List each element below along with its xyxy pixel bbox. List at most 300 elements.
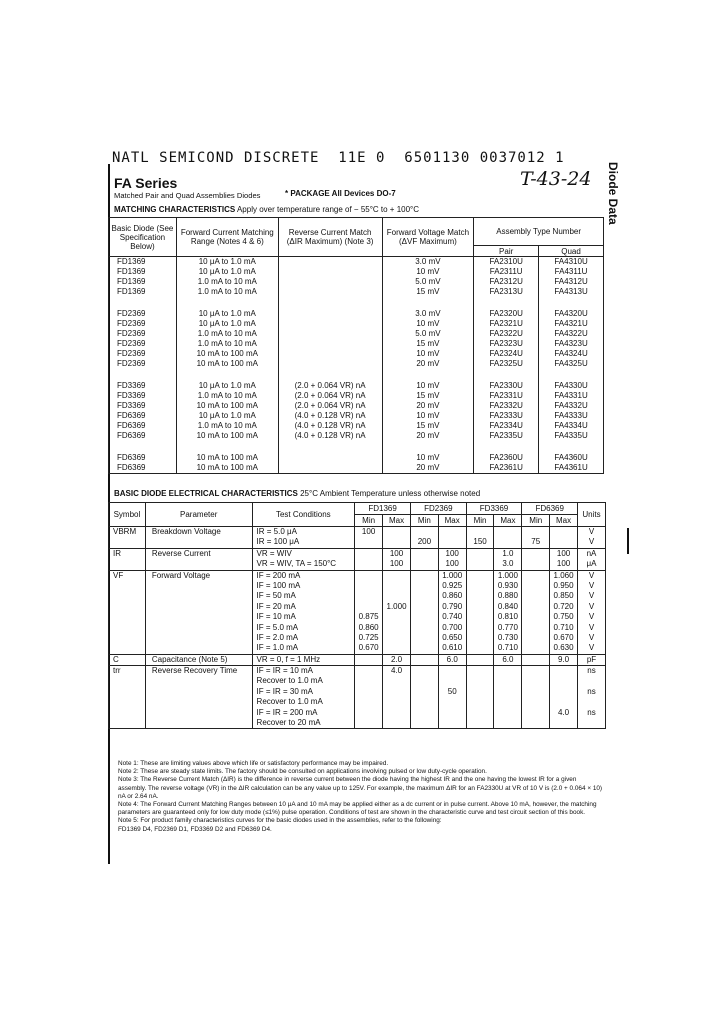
value-cell — [355, 666, 383, 729]
units-cell — [578, 570, 606, 654]
value-line — [413, 643, 436, 653]
parameter-cell: Breakdown Voltage — [145, 527, 252, 549]
value-cell — [410, 666, 438, 729]
col-parameter: Parameter — [145, 503, 252, 527]
forward-current-cell: 1.0 mA to 10 mA — [176, 421, 278, 431]
forward-voltage-cell: 10 mV — [382, 349, 474, 359]
value-line — [524, 643, 547, 653]
spacer-cell — [176, 297, 278, 309]
col-min: Min — [466, 515, 494, 527]
parameter-cell: Forward Voltage — [145, 570, 252, 654]
section-subtitle: Matched Pair and Quad Assemblies Diodes — [114, 191, 261, 200]
forward-voltage-cell: 5.0 mV — [382, 329, 474, 339]
reverse-current-cell — [278, 329, 382, 339]
pair-type-cell: FA2322U — [474, 329, 539, 339]
value-cell — [466, 570, 494, 654]
matching-row — [109, 463, 604, 474]
basic-heading — [114, 489, 480, 498]
value-line — [385, 643, 408, 653]
pair-type-cell: FA2331U — [474, 391, 539, 401]
value-line — [413, 527, 436, 537]
value-line — [469, 697, 492, 707]
forward-current-cell: 10 μA to 1.0 mA — [176, 381, 278, 391]
unit-line: ns — [587, 666, 596, 676]
value-line: 0.810 — [497, 612, 518, 622]
quad-type-cell: FA4334U — [539, 421, 604, 431]
matching-heading — [114, 205, 419, 214]
value-line — [524, 633, 547, 643]
value-line — [413, 697, 436, 707]
basic-diode-cell: FD6369 — [109, 411, 177, 421]
value-line — [385, 537, 408, 547]
unit-line: V — [588, 570, 595, 580]
reverse-current-cell — [278, 453, 382, 463]
value-line — [469, 655, 492, 665]
forward-current-cell: 10 mA to 100 mA — [176, 401, 278, 411]
forward-voltage-cell: 10 mV — [382, 267, 474, 277]
value-line: 100 — [445, 548, 459, 558]
value-line: 0.925 — [442, 580, 463, 590]
value-line: 0.860 — [442, 591, 463, 601]
forward-voltage-cell: 3.0 mV — [382, 309, 474, 319]
reverse-current-cell — [278, 267, 382, 277]
condition-line: Recover to 20 mA — [256, 718, 321, 728]
value-line — [496, 676, 519, 686]
value-line — [441, 708, 464, 718]
value-line — [357, 666, 380, 676]
unit-line — [580, 697, 603, 707]
value-line — [413, 591, 436, 601]
value-cell — [383, 666, 411, 729]
col-forward-current: Forward Current Matching Range (Notes 4 & 6) — [176, 218, 278, 257]
col-max: Max — [383, 515, 411, 527]
forward-current-cell: 1.0 mA to 10 mA — [176, 287, 278, 297]
reverse-current-cell: (2.0 + 0.064 VR) nA — [278, 381, 382, 391]
value-cell — [494, 666, 522, 729]
value-line — [441, 666, 464, 676]
reverse-current-cell: (2.0 + 0.064 VR) nA — [278, 391, 382, 401]
note-line: Note 2: These are steady state limits. The factory should be consulted on applications involving pulsed or low duty-cycle operation. — [118, 768, 487, 776]
value-line: 6.0 — [502, 654, 514, 664]
reverse-current-cell — [278, 309, 382, 319]
condition-line: IF = 2.0 mA — [256, 632, 299, 642]
value-line: 9.0 — [558, 654, 570, 664]
note-line: Note 3: The Reverse Current Match (ΔIR) is the difference in reverse current between the diode having the highest IR and the one having the lowest IR for a given assembly. The reverse voltage (VR) in the ΔIR calculation can be any value up to 125V. For example, the maximum ΔIR for an FA2330U at VR of 10 V is (2.0 + 0.064 × 10) nA or 2.64 nA. — [118, 776, 603, 800]
col-quad: Quad — [539, 246, 604, 257]
forward-current-cell: 10 mA to 100 mA — [176, 359, 278, 369]
forward-current-cell: 1.0 mA to 10 mA — [176, 391, 278, 401]
forward-current-cell: 10 mA to 100 mA — [176, 453, 278, 463]
value-line — [469, 602, 492, 612]
value-line — [524, 623, 547, 633]
value-line: 0.750 — [553, 612, 574, 622]
condition-line: VR = WIV — [256, 548, 292, 558]
condition-line: IR = 100 μA — [256, 537, 300, 547]
basic-diode-cell: FD2369 — [109, 309, 177, 319]
unit-line — [580, 718, 603, 728]
value-line — [413, 718, 436, 728]
quad-type-cell: FA4313U — [539, 287, 604, 297]
forward-current-cell: 1.0 mA to 10 mA — [176, 329, 278, 339]
reverse-current-cell — [278, 319, 382, 329]
pair-type-cell: FA2320U — [474, 309, 539, 319]
value-line: 100 — [389, 548, 404, 558]
pair-type-cell: FA2333U — [474, 411, 539, 421]
value-line — [524, 687, 547, 697]
units-cell — [578, 527, 606, 549]
value-line — [413, 666, 436, 676]
basic-diode-cell: FD1369 — [109, 267, 177, 277]
value-line — [524, 591, 547, 601]
value-line — [496, 708, 519, 718]
value-line: 0.930 — [497, 580, 518, 590]
reverse-current-cell: (4.0 + 0.128 VR) nA — [278, 421, 382, 431]
pair-type-cell: FA2332U — [474, 401, 539, 411]
col-fd1369: FD1369 — [355, 503, 411, 515]
value-cell — [550, 548, 578, 570]
value-line: 1.000 — [386, 601, 407, 611]
condition-line: IF = 50 mA — [256, 591, 296, 601]
basic-diode-cell: FD2369 — [109, 329, 177, 339]
value-line — [524, 718, 547, 728]
basic-diode-cell: FD3369 — [109, 381, 177, 391]
value-cell — [410, 570, 438, 654]
value-line — [413, 602, 436, 612]
value-line: 0.730 — [497, 632, 518, 642]
value-cell — [522, 570, 550, 654]
matching-row — [109, 257, 604, 268]
pair-type-cell: FA2311U — [474, 267, 539, 277]
value-line — [496, 687, 519, 697]
value-cell — [438, 654, 466, 665]
value-cell — [494, 527, 522, 549]
forward-voltage-cell: 5.0 mV — [382, 277, 474, 287]
value-line — [441, 697, 464, 707]
forward-current-cell: 10 μA to 1.0 mA — [176, 411, 278, 421]
spacer-cell — [382, 297, 474, 309]
pair-type-cell: FA2360U — [474, 453, 539, 463]
value-line — [469, 527, 492, 537]
col-max: Max — [438, 515, 466, 527]
basic-diode-cell: FD1369 — [109, 287, 177, 297]
basic-diode-cell: FD2369 — [109, 349, 177, 359]
value-line — [413, 581, 436, 591]
spacer-cell — [176, 369, 278, 381]
units-cell — [578, 666, 606, 729]
matching-row — [109, 309, 604, 319]
unit-line: nA — [586, 548, 597, 558]
value-line — [469, 581, 492, 591]
value-line — [385, 527, 408, 537]
parameter-cell: Capacitance (Note 5) — [145, 654, 252, 665]
value-line — [524, 676, 547, 686]
value-line — [413, 687, 436, 697]
reverse-current-cell: (4.0 + 0.128 VR) nA — [278, 411, 382, 421]
value-cell — [466, 654, 494, 665]
value-line — [469, 687, 492, 697]
value-line — [413, 612, 436, 622]
value-cell — [383, 548, 411, 570]
conditions-cell — [252, 548, 355, 570]
value-line — [469, 643, 492, 653]
value-line — [469, 633, 492, 643]
spacer-cell — [382, 369, 474, 381]
units-cell — [578, 548, 606, 570]
value-line — [469, 559, 492, 569]
value-line — [524, 612, 547, 622]
condition-line: IF = 1.0 mA — [256, 643, 299, 653]
value-cell — [383, 570, 411, 654]
value-cell — [466, 548, 494, 570]
value-line — [385, 676, 408, 686]
reverse-current-cell — [278, 287, 382, 297]
value-line: 0.840 — [497, 601, 518, 611]
col-max: Max — [494, 515, 522, 527]
matching-row — [109, 421, 604, 431]
symbol-cell: IR — [109, 548, 146, 570]
value-cell — [550, 654, 578, 665]
unit-line: V — [588, 622, 595, 632]
col-reverse-current: Reverse Current Match (ΔIR Maximum) (Note 3) — [278, 218, 382, 257]
group-spacer — [109, 297, 604, 309]
basic-diode-cell: FD6369 — [109, 453, 177, 463]
unit-line: V — [588, 601, 595, 611]
unit-line: V — [588, 643, 595, 653]
condition-line: Recover to 1.0 mA — [256, 697, 323, 707]
value-line — [524, 527, 547, 537]
forward-current-cell: 1.0 mA to 10 mA — [176, 339, 278, 349]
col-max: Max — [550, 515, 578, 527]
value-line — [524, 697, 547, 707]
unit-line: μA — [586, 559, 597, 569]
spacer-cell — [539, 369, 604, 381]
value-line — [469, 623, 492, 633]
basic-diode-cell: FD3369 — [109, 391, 177, 401]
conditions-cell — [252, 527, 355, 549]
electrical-row — [109, 654, 606, 665]
value-line — [413, 633, 436, 643]
quad-type-cell: FA4310U — [539, 257, 604, 268]
value-line: 2.0 — [390, 654, 403, 664]
reverse-current-cell — [278, 463, 382, 474]
quad-type-cell: FA4331U — [539, 391, 604, 401]
value-line — [441, 537, 464, 547]
quad-type-cell: FA4321U — [539, 319, 604, 329]
note-line: Note 5: For product family characteristics curves for the basic diodes used in the assemblies, refer to the following: — [118, 817, 442, 825]
value-line — [469, 612, 492, 622]
value-line: 0.650 — [442, 632, 463, 642]
value-cell — [494, 548, 522, 570]
value-line: 0.740 — [442, 612, 463, 622]
matching-heading-text: Apply over temperature range of − 55°C to + 100°C — [236, 205, 420, 214]
matching-table-body — [109, 257, 604, 474]
forward-voltage-cell: 3.0 mV — [382, 257, 474, 268]
value-cell — [466, 527, 494, 549]
condition-line: IF = 10 mA — [256, 612, 296, 622]
value-line — [357, 591, 380, 601]
right-margin-mark — [627, 528, 629, 554]
basic-diode-cell: FD6369 — [109, 431, 177, 441]
value-cell — [410, 548, 438, 570]
col-forward-voltage: Forward Voltage Match (ΔVF Maximum) — [382, 218, 474, 257]
value-line — [413, 655, 436, 665]
reverse-current-cell — [278, 349, 382, 359]
quad-type-cell: FA4325U — [539, 359, 604, 369]
value-line — [413, 708, 436, 718]
basic-diode-cell: FD3369 — [109, 401, 177, 411]
unit-line: V — [588, 632, 595, 642]
forward-voltage-cell: 15 mV — [382, 391, 474, 401]
value-line — [357, 697, 380, 707]
electrical-table — [108, 502, 606, 729]
basic-diode-cell: FD1369 — [109, 277, 177, 287]
spacer-cell — [539, 297, 604, 309]
value-line: 100 — [445, 559, 459, 569]
matching-row — [109, 411, 604, 421]
forward-current-cell: 10 μA to 1.0 mA — [176, 319, 278, 329]
value-cell — [550, 570, 578, 654]
value-line — [496, 718, 519, 728]
matching-row — [109, 319, 604, 329]
conditions-cell — [252, 570, 355, 654]
value-cell — [355, 527, 383, 549]
value-line — [357, 549, 380, 559]
value-line — [385, 633, 408, 643]
value-line — [441, 718, 464, 728]
pair-type-cell: FA2321U — [474, 319, 539, 329]
forward-current-cell: 10 mA to 100 mA — [176, 349, 278, 359]
unit-line: V — [588, 580, 595, 590]
matching-row — [109, 267, 604, 277]
value-cell — [438, 548, 466, 570]
value-line — [552, 687, 575, 697]
value-cell — [466, 666, 494, 729]
notes-section — [118, 760, 606, 834]
forward-voltage-cell: 15 mV — [382, 339, 474, 349]
value-cell — [522, 666, 550, 729]
quad-type-cell: FA4323U — [539, 339, 604, 349]
value-cell — [522, 654, 550, 665]
value-line: 0.710 — [553, 622, 574, 632]
forward-voltage-cell: 20 mV — [382, 401, 474, 411]
value-line — [385, 708, 408, 718]
value-line: 100 — [389, 559, 404, 569]
value-line: 0.630 — [553, 643, 574, 653]
value-line — [413, 623, 436, 633]
pair-type-cell: FA2313U — [474, 287, 539, 297]
value-line — [469, 549, 492, 559]
value-line — [357, 655, 380, 665]
value-cell — [494, 570, 522, 654]
reverse-current-cell: (4.0 + 0.128 VR) nA — [278, 431, 382, 441]
forward-voltage-cell: 10 mV — [382, 411, 474, 421]
note-line: FD1369 D4, FD2369 D1, FD3369 D2 and FD6369 D4. — [118, 825, 272, 833]
value-line — [524, 571, 547, 581]
pair-type-cell: FA2312U — [474, 277, 539, 287]
quad-type-cell: FA4335U — [539, 431, 604, 441]
value-line — [496, 527, 519, 537]
value-line — [524, 666, 547, 676]
spacer-cell — [382, 441, 474, 453]
condition-line: VR = WIV, TA = 150°C — [256, 559, 337, 569]
value-line: 1.000 — [442, 570, 463, 580]
group-spacer — [109, 369, 604, 381]
parameter-cell: Reverse Recovery Time — [145, 666, 252, 729]
forward-current-cell: 10 mA to 100 mA — [176, 431, 278, 441]
value-cell — [410, 654, 438, 665]
electrical-row — [109, 570, 606, 654]
unit-line: pF — [586, 654, 597, 664]
value-cell — [410, 527, 438, 549]
value-line — [357, 676, 380, 686]
unit-line: V — [588, 537, 595, 547]
value-line — [441, 676, 464, 686]
forward-voltage-cell: 20 mV — [382, 431, 474, 441]
condition-line: IF = 5.0 mA — [256, 622, 299, 632]
forward-voltage-cell: 20 mV — [382, 463, 474, 474]
value-line — [524, 581, 547, 591]
value-line: 0.880 — [497, 591, 518, 601]
spacer-cell — [176, 441, 278, 453]
value-line — [357, 559, 380, 569]
value-line — [357, 602, 380, 612]
condition-line: IF = IR = 200 mA — [256, 707, 318, 717]
col-units: Units — [578, 503, 606, 527]
value-line — [524, 655, 547, 665]
value-line: 75 — [531, 537, 541, 547]
quad-type-cell: FA4330U — [539, 381, 604, 391]
quad-type-cell: FA4332U — [539, 401, 604, 411]
value-line — [385, 612, 408, 622]
pair-type-cell: FA2330U — [474, 381, 539, 391]
value-line — [469, 718, 492, 728]
unit-line: V — [588, 527, 595, 536]
condition-line: IF = 200 mA — [256, 570, 301, 580]
condition-line: IR = 5.0 μA — [256, 527, 297, 536]
col-fd3369: FD3369 — [466, 503, 522, 515]
forward-current-cell: 10 μA to 1.0 mA — [176, 309, 278, 319]
pair-type-cell: FA2361U — [474, 463, 539, 474]
symbol-cell: VF — [109, 570, 146, 654]
quad-type-cell: FA4320U — [539, 309, 604, 319]
units-cell — [578, 654, 606, 665]
note-line: Note 1: These are limiting values above which life or satisfactory performance may be impaired. — [118, 760, 389, 767]
value-line — [469, 591, 492, 601]
col-min: Min — [410, 515, 438, 527]
value-line — [357, 537, 380, 547]
reverse-current-cell — [278, 339, 382, 349]
symbol-cell: trr — [109, 666, 146, 729]
value-line: 0.850 — [553, 591, 574, 601]
value-line: 100 — [556, 559, 571, 569]
matching-row — [109, 359, 604, 369]
matching-row — [109, 339, 604, 349]
value-line — [552, 718, 575, 728]
electrical-row — [109, 527, 606, 549]
basic-diode-cell: FD6369 — [109, 463, 177, 474]
condition-line: IF = IR = 30 mA — [256, 686, 314, 696]
value-cell — [383, 654, 411, 665]
value-line: 0.610 — [442, 643, 463, 653]
value-line — [552, 527, 575, 537]
group-spacer — [109, 441, 604, 453]
quad-type-cell: FA4333U — [539, 411, 604, 421]
value-line: 3.0 — [502, 559, 514, 569]
col-min: Min — [522, 515, 550, 527]
matching-row — [109, 431, 604, 441]
forward-voltage-cell: 10 mV — [382, 319, 474, 329]
unit-line — [580, 676, 603, 686]
